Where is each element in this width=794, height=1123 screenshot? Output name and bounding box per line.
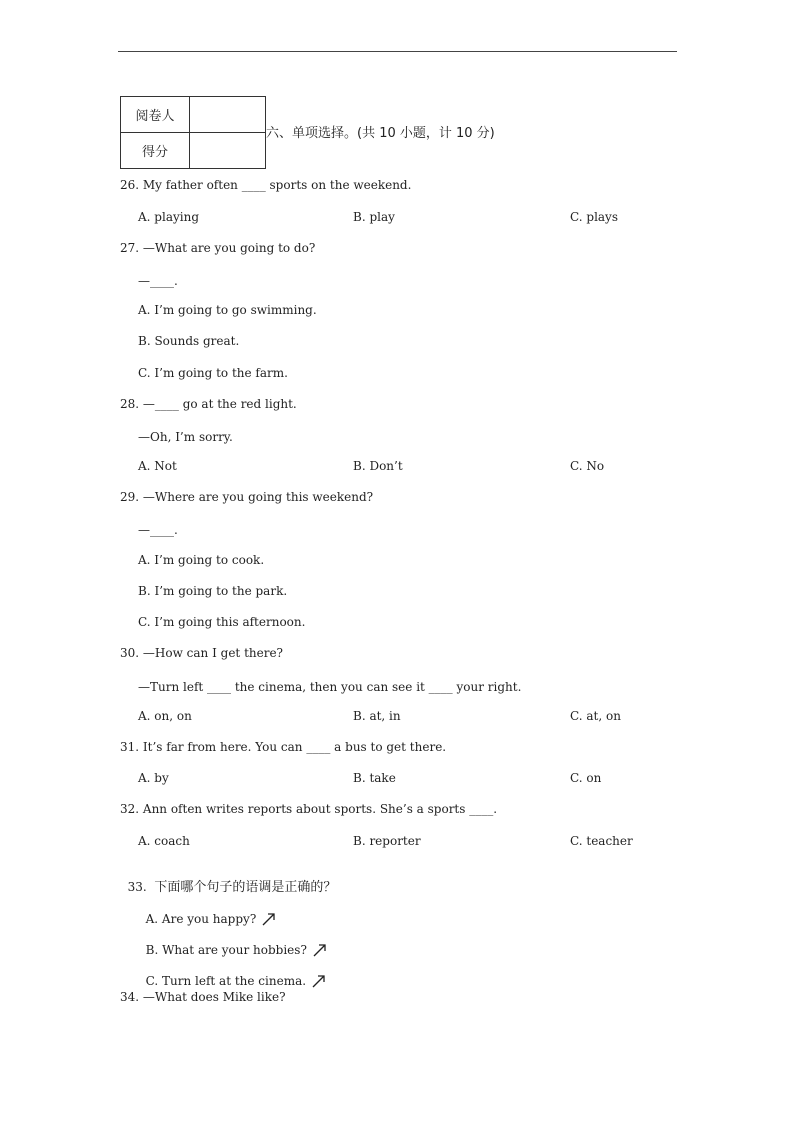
question-32-stem: 32. Ann often writes reports about sports. She’s a sports ____. <box>120 802 498 816</box>
question-33-option-c-row <box>138 957 326 989</box>
question-33-number: 33. <box>127 880 147 894</box>
question-27-reply: —____. <box>138 274 178 288</box>
question-31-option-b: B. take <box>353 771 396 785</box>
question-28-option-b: B. Don’t <box>353 459 403 473</box>
question-27-option-a: A. I’m going to go swimming. <box>138 303 317 317</box>
rising-arrow-icon <box>312 974 326 988</box>
question-26-option-c: C. plays <box>570 210 618 224</box>
question-30-option-a: A. on, on <box>138 709 192 723</box>
question-27-option-b: B. Sounds great. <box>138 334 240 348</box>
question-26-option-b: B. play <box>353 210 395 224</box>
rising-arrow-icon <box>313 943 327 957</box>
question-33-stem-row <box>120 863 336 896</box>
question-30-reply: —Turn left ____ the cinema, then you can see it ____ your right. <box>138 680 522 694</box>
reviewer-cell <box>190 97 266 133</box>
question-28-reply: —Oh, I’m sorry. <box>138 430 233 444</box>
question-33-option-c: C. Turn left at the cinema. <box>145 974 307 988</box>
question-33-option-a: A. Are you happy? <box>145 912 257 926</box>
question-32-option-a: A. coach <box>138 834 190 848</box>
question-30-option-c: C. at, on <box>570 709 621 723</box>
question-27-option-c: C. I’m going to the farm. <box>138 366 288 380</box>
question-28-option-a: A. Not <box>138 459 177 473</box>
question-33-stem: 下面哪个句子的语调是正确的？ <box>154 880 337 895</box>
score-cell <box>190 133 266 169</box>
question-28-option-c: C. No <box>570 459 605 473</box>
question-26-stem: 26. My father often ____ sports on the weekend. <box>120 178 412 192</box>
header-rule <box>118 51 677 52</box>
question-32-option-b: B. reporter <box>353 834 421 848</box>
question-32-option-c: C. teacher <box>570 834 633 848</box>
question-26-option-a: A. playing <box>138 210 199 224</box>
question-29-option-c: C. I’m going this afternoon. <box>138 615 306 629</box>
question-28-stem: 28. —____ go at the red light. <box>120 397 297 411</box>
question-31-stem: 31. It’s far from here. You can ____ a bus to get there. <box>120 740 447 754</box>
question-33-option-b: B. What are your hobbies? <box>145 943 307 957</box>
rising-arrow-icon <box>262 912 276 926</box>
reviewer-label: 阅卷人 <box>121 97 190 133</box>
question-30-option-b: B. at, in <box>353 709 401 723</box>
question-33-option-a-row <box>138 895 276 927</box>
score-table <box>120 96 266 169</box>
question-31-option-c: C. on <box>570 771 602 785</box>
question-31-option-a: A. by <box>138 771 169 785</box>
question-29-option-a: A. I’m going to cook. <box>138 553 265 567</box>
question-29-stem: 29. —Where are you going this weekend? <box>120 490 374 504</box>
question-33-option-b-row <box>138 926 327 958</box>
question-30-stem: 30. —How can I get there? <box>120 646 283 660</box>
question-27-stem: 27. —What are you going to do? <box>120 241 316 255</box>
section-title: 六、单项选择。(共 10 小题，计 10 分) <box>266 126 495 141</box>
question-29-option-b: B. I’m going to the park. <box>138 584 288 598</box>
score-label: 得分 <box>121 133 190 169</box>
question-34-stem: 34. —What does Mike like? <box>120 990 286 1004</box>
question-29-reply: —____. <box>138 523 178 537</box>
